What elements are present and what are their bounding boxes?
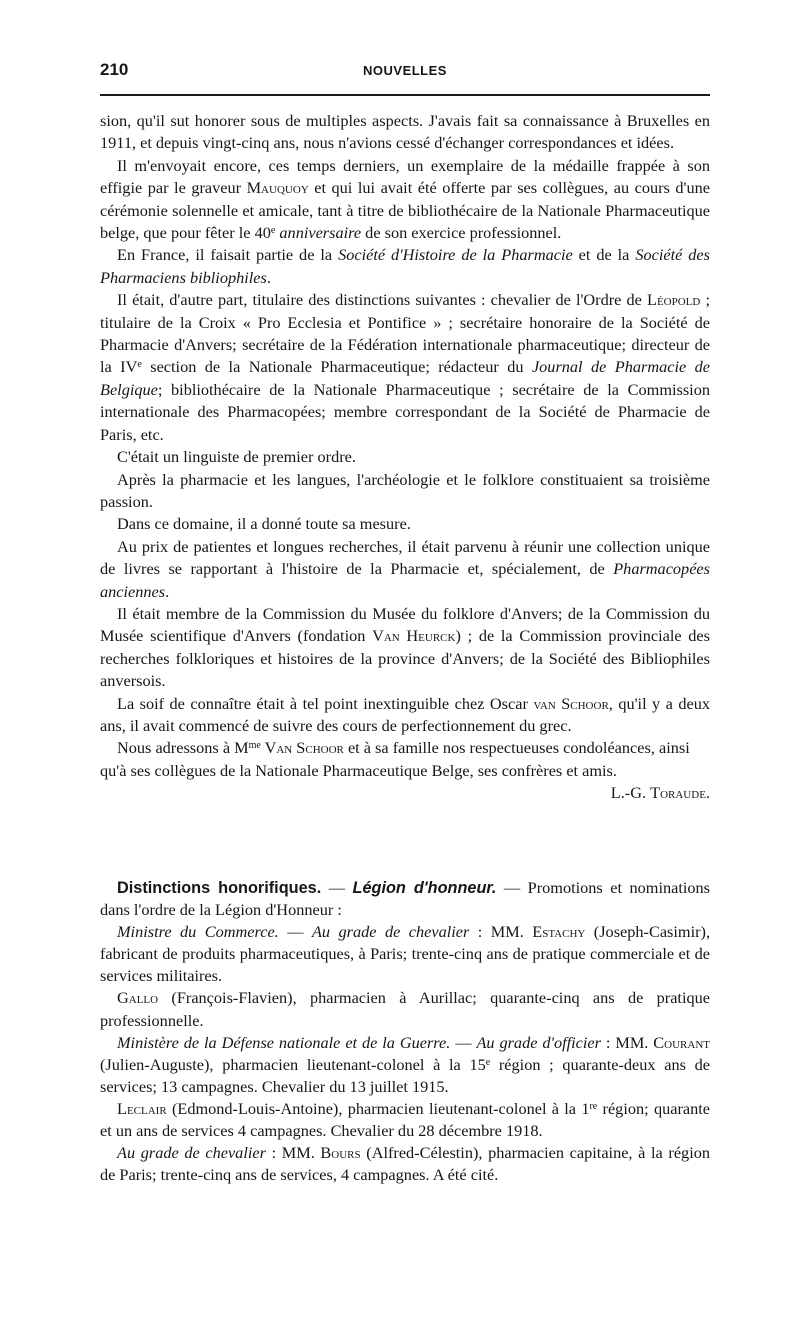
person-name: Gallo — [117, 988, 159, 1008]
distinctions-section — [100, 877, 710, 1186]
page-header — [100, 60, 710, 86]
paragraph: Il était membre de la Commission du Musée du folklore d'Anvers; de la Commission du Musée scientifique d'Anvers (fondation Van Heurck) ; de la Commission provinciale des recherches folkloriques et histoires de la province d'Anvers; de la Société des Bibliophiles anversois. — [100, 603, 710, 691]
person-name: Leclair — [117, 1098, 167, 1118]
section-title: Distinctions honorifiques. — [117, 879, 322, 897]
person-name: Mauquoy — [246, 178, 309, 198]
running-title: NOUVELLES — [363, 63, 447, 78]
person-name: Van Heurck — [372, 626, 456, 646]
paragraph: Gallo (François-Flavien), pharmacien à Aurillac; quarante-cinq ans de pratique professionnelle. — [100, 988, 710, 1030]
paragraph: C'était un linguiste de premier ordre. — [117, 447, 356, 467]
paragraph: Au grade de chevalier : MM. Bours (Alfred-Célestin), pharmacien capitaine, à la région de Paris; trente-cinq ans de services, 4 campagnes. A été cité. — [100, 1143, 710, 1185]
paragraph: En France, il faisait partie de la Société d'Histoire de la Pharmacie et de la Société des Pharmaciens bibliophiles. — [100, 245, 710, 287]
person-name: Léopold — [647, 290, 701, 310]
paragraph: Il m'envoyait encore, ces temps derniers, un exemplaire de la médaille frappée à son effigie par le graveur Mauquoy et qui lui avait été offerte par ses collègues, au cours d'une cérémonie solennelle et amicale, tant à titre de bibliothécaire de la Nationale Pharmaceutique belge, que pour fêter le 40e anniversaire de son exercice professionnel. — [100, 155, 710, 243]
person-name: van Schoor — [533, 693, 609, 713]
obituary-text — [100, 110, 710, 805]
author-signature: L.-G. Toraude. — [610, 783, 710, 803]
paragraph: Il était, d'autre part, titulaire des distinctions suivantes : chevalier de l'Ordre de Léopold ; titulaire de la Croix « Pro Ecclesia et Pontifice » ; secrétaire honoraire de la Société de Pharmacie d'Anvers; secrétaire de la Fédération internationale pharmaceutique; directeur de la IVe section de la Nationale Pharmaceutique; rédacteur du Journal de Pharmacie de Belgique; bibliothécaire de la Nationale Pharmaceutique ; secrétaire de la Commission internationale des Pharmacopées; membre correspondant de la Société de Pharmacie de Paris, etc. — [100, 290, 711, 444]
paragraph: Leclair (Edmond-Louis-Antoine), pharmacien lieutenant-colonel à la 1re région; quarante et un ans de services 4 campagnes. Chevalier du 28 décembre 1918. — [100, 1098, 710, 1141]
paragraph: Après la pharmacie et les langues, l'archéologie et le folklore constituaient sa troisième passion. — [100, 469, 710, 511]
page-number: 210 — [100, 60, 129, 79]
person-name: Estachy — [532, 922, 586, 942]
person-name: Bours — [320, 1143, 361, 1163]
paragraph: Ministère de la Défense nationale et de la Guerre. — Au grade d'officier : MM. Courant (Julien-Auguste), pharmacien lieutenant-colonel à la 15e région ; quarante-deux ans de services; 13 campagnes. Chevalier du 13 juillet 1915. — [100, 1032, 710, 1096]
header-rule — [100, 94, 710, 96]
paragraph: Ministre du Commerce. — Au grade de chevalier : MM. Estachy (Joseph-Casimir), fabricant de produits pharmaceutiques, à Paris; trente-cinq ans de pratique commerciale et de services militaires. — [100, 922, 711, 986]
paragraph: Dans ce domaine, il a donné toute sa mesure. — [117, 514, 411, 534]
paragraph: sion, qu'il sut honorer sous de multiples aspects. J'avais fait sa connaissance à Bruxelles en 1911, et depuis vingt-cinq ans, nous n'avions cessé d'échanger correspondances et idées. — [100, 111, 710, 153]
paragraph: La soif de connaître était à tel point inextinguible chez Oscar van Schoor, qu'il y a deux ans, il avait commencé de suivre des cours de perfectionnement du grec. — [100, 693, 711, 735]
person-name: Van Schoor — [260, 738, 344, 758]
paragraph: Nous adressons à $M^{me}$ Van Schoor et à sa famille nos respectueuses condoléances, ainsi qu'à ses collègues de la Nationale Pharmaceutique Belge, ses confrères et amis. L.-G. Toraude. — [100, 737, 710, 782]
section-heading-paragraph: Distinctions honorifiques. — Légion d'honneur. — Promotions et nominations dans l'ordre de la Légion d'Honneur : — [100, 878, 710, 920]
paragraph: Au prix de patientes et longues recherches, il était parvenu à réunir une collection unique de livres se rapportant à l'histoire de la Pharmacie et, spécialement, de Pharmacopées anciennes. — [100, 536, 710, 601]
person-name: Courant — [653, 1032, 710, 1052]
section-subtitle: Légion d'honneur. — [352, 879, 497, 897]
